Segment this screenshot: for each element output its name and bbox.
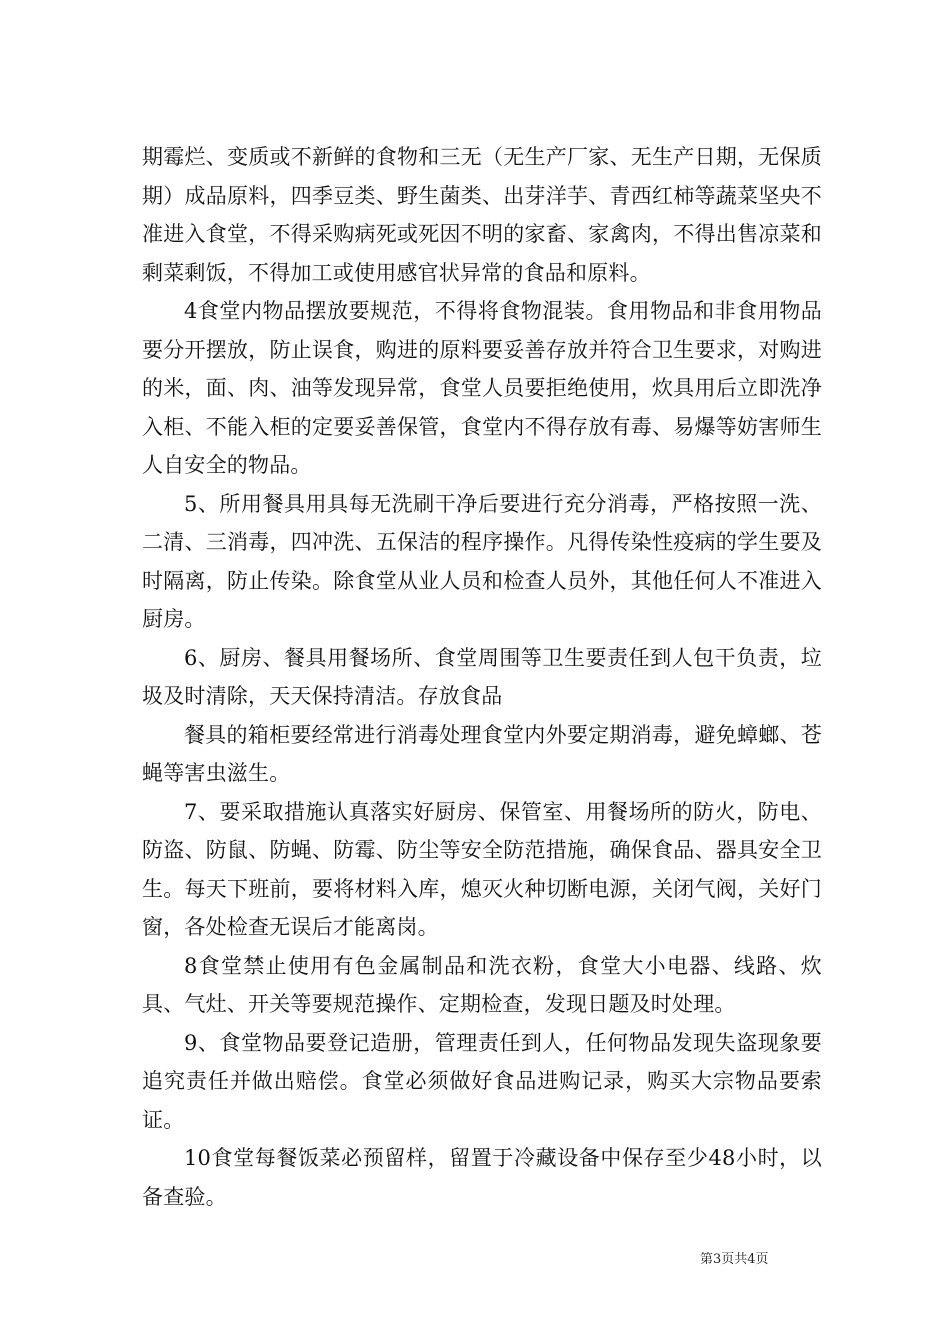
document-body: [142, 138, 822, 1216]
paragraph: 6、厨房、餐具用餐场所、食堂周围等卫生要责任到人包干负责，垃圾及时清除，天天保持清洁。存放食品: [142, 645, 822, 708]
paragraph: 9、食堂物品要登记造册，管理责任到人，任何物品发现失盗现象要追究责任并做出赔偿。食堂必须做好食品进购记录，购买大宗物品要索证。: [142, 1030, 822, 1132]
paragraph: 4食堂内物品摆放要规范，不得将食物混装。食用物品和非食用物品要分开摆放，防止误食，购进的原料要妥善存放并符合卫生要求，对购进的米，面、肉、油等发现异常，食堂人员要拒绝使用，炊具用后立即洗净入柜、不能入柜的定要妥善保管，食堂内不得存放有毒、易爆等妨害师生人自安全的物品。: [142, 299, 822, 477]
paragraph: 10食堂每餐饭菜必预留样，留置于冷藏设备中保存至少48小时，以备查验。: [142, 1146, 822, 1209]
paragraph: 5、所用餐具用具每无洗刷干净后要进行充分消毒，严格按照一洗、二清、三消毒，四冲洗、五保洁的程序操作。凡得传染性疫病的学生要及时隔离，防止传染。除食堂从业人员和检查人员外，其他任何人不准进入厨房。: [142, 491, 822, 631]
paragraph: 7、要采取措施认真落实好厨房、保管室、用餐场所的防火，防电、防盗、防鼠、防蝇、防霉、防尘等安全防范措施，确保食品、器具安全卫生。每天下班前，要将材料入库，熄灭火种切断电源，关闭气阀，关好门窗，各处检查无误后才能离岗。: [142, 799, 822, 939]
paragraph: 8食堂禁止使用有色金属制品和洗衣粉，食堂大小电器、线路、炊具、气灶、开关等要规范操作、定期检查，发现日题及时处理。: [142, 953, 822, 1016]
paragraph: 期霉烂、变质或不新鲜的食物和三无（无生产厂家、无生产日期，无保质期）成品原料，四季豆类、野生菌类、出芽洋芋、青西红柿等蔬菜坚央不准进入食堂，不得采购病死或死因不明的家畜、家禽肉，不得出售凉菜和剩菜剩饭，不得加工或使用感官状异常的食品和原料。: [142, 145, 822, 285]
page-number-footer: 第3页共4页: [700, 1252, 769, 1267]
paragraph: 餐具的箱柜要经常进行消毒处理食堂内外要定期消毒，避免蟑螂、苍蝇等害虫滋生。: [142, 722, 822, 785]
